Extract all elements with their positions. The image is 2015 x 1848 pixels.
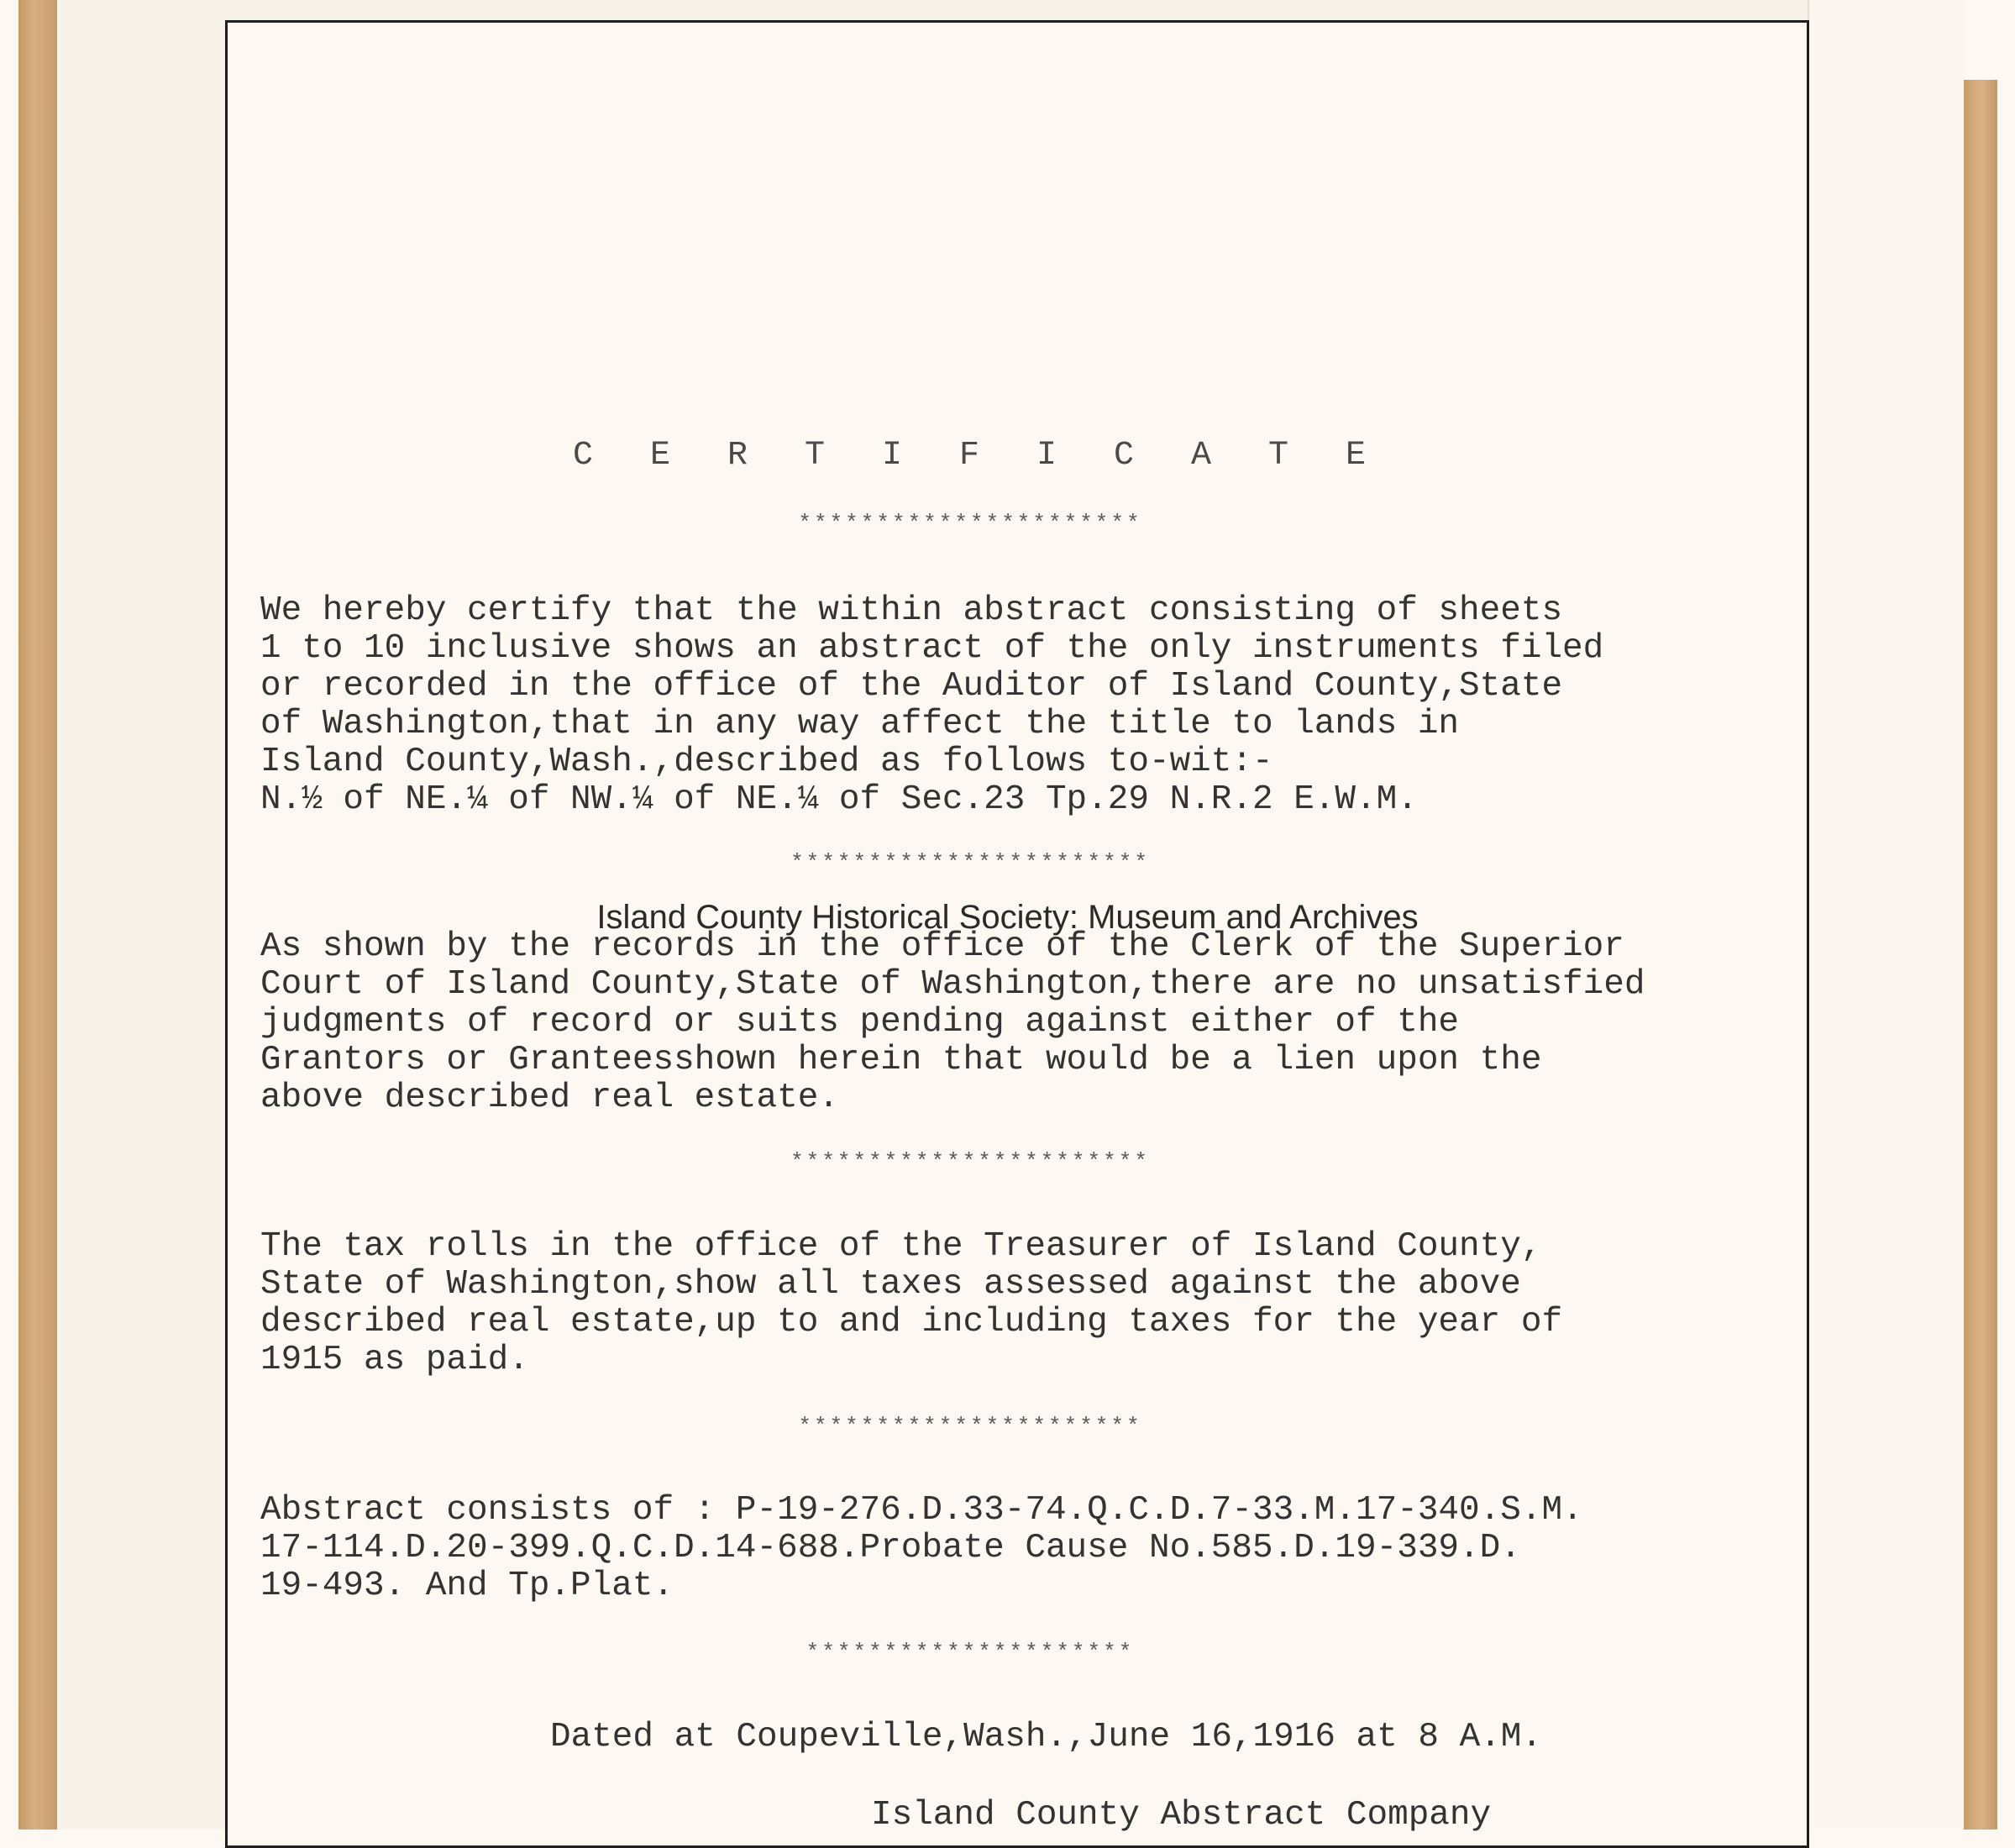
judgments-paragraph: As shown by the records in the office of the Clerk of the Superior Court of Island County,State of Washington,there are no unsatisfied judgments of record or suits pending against either of the Grantors or Granteesshown herein that would be a lien upon the above described real estate. bbox=[260, 927, 1645, 1117]
company-name: Island County Abstract Company bbox=[871, 1796, 1492, 1835]
separator-stars-5: ********************* bbox=[805, 1640, 1135, 1665]
archive-watermark: Island County Historical Society: Museum and Archives bbox=[596, 899, 1419, 936]
dated-line: Dated at Coupeville,Wash.,June 16,1916 at 8 A.M. bbox=[550, 1718, 1542, 1756]
separator-stars-1: ********************** bbox=[798, 511, 1142, 536]
separator-stars-4: ********************** bbox=[798, 1414, 1142, 1439]
certificate-title: C E R T I F I C A T E bbox=[572, 437, 1385, 475]
tax-rolls-paragraph: The tax rolls in the office of the Treasurer of Island County, State of Washington,show all taxes assessed against the above described real estate,up to and including taxes for the year of 1915 as paid. bbox=[260, 1227, 1563, 1379]
separator-stars-2: *********************** bbox=[790, 850, 1150, 875]
certification-paragraph: We hereby certify that the within abstract consisting of sheets 1 to 10 inclusive shows an abstract of the only instruments filed or recorded in the office of the Auditor of Island County,State of Washington,that in any way affect the title to lands in Island County,Wash.,described as follows to-wit:- N.½ of NE.¼ of NW.¼ of NE.¼ of Sec.23 Tp.29 N.R.2 E.W.M. bbox=[260, 591, 1604, 819]
separator-stars-3: *********************** bbox=[790, 1149, 1150, 1174]
abstract-contents-paragraph: Abstract consists of : P-19-276.D.33-74.Q.C.D.7-33.M.17-340.S.M. 17-114.D.20-399.Q.C.D.14-688.Probate Cause No.585.D.19-339.D. 19-493. And Tp.Plat. bbox=[260, 1491, 1583, 1605]
